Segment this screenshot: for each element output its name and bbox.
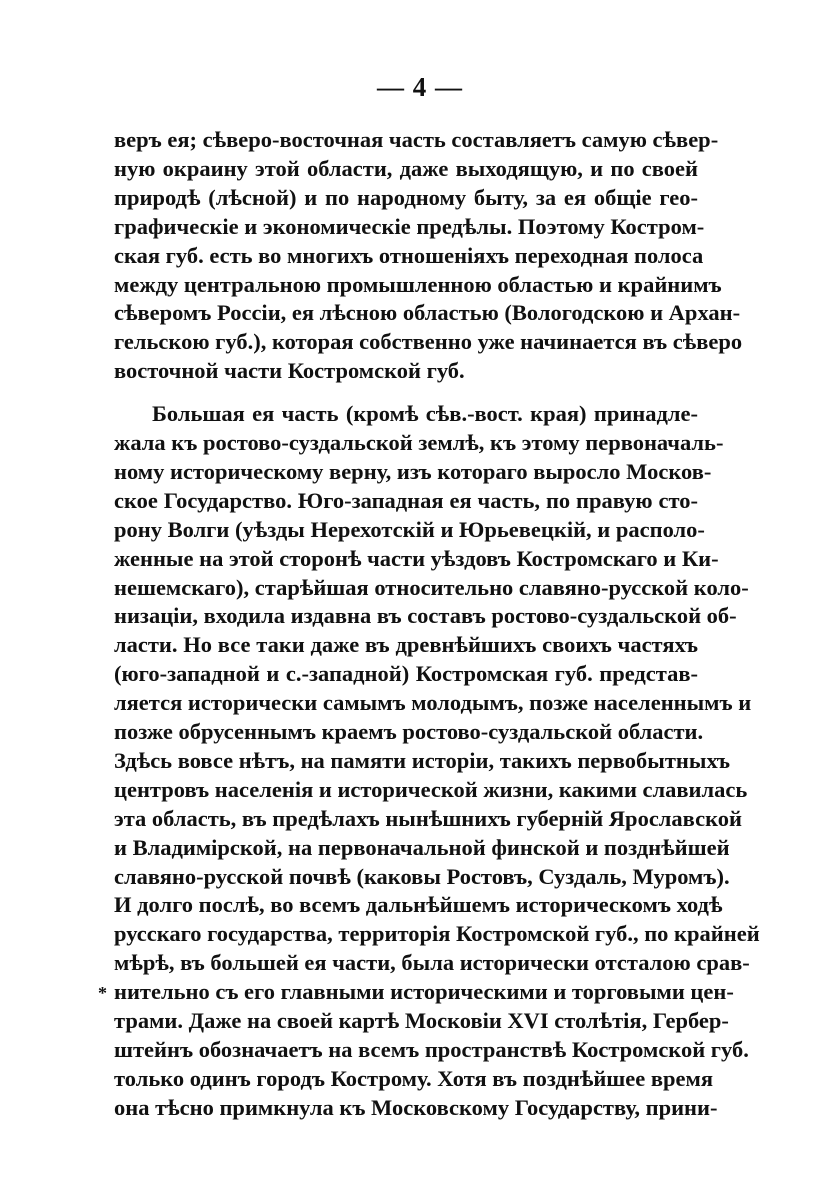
text-line: ласти. Но все таки даже въ древнѣйшихъ своихъ частяхъ [114, 632, 698, 658]
page-number: — 4 — [377, 72, 463, 102]
text-line: нительно съ его главными историческими и торговыми цен- [114, 979, 734, 1005]
text-line: гельскою губ.), которая собственно уже начинается въ сѣверо [114, 329, 743, 355]
text-line: мѣрѣ, въ большей ея части, была исторически отсталою срав- [114, 950, 750, 976]
text-line: женные на этой сторонѣ части уѣздовъ Костромскаго и Ки- [114, 545, 719, 571]
text-line: рону Волги (уѣзды Нерехотскій и Юрьевецкій, и располо- [114, 516, 705, 542]
text-line: восточной части Костромской губ. [114, 358, 465, 384]
text-line: Большая ея часть (кромѣ сѣв.-вост. края) принадле- [152, 401, 698, 427]
text-line: (юго-западной и с.-западной) Костромская губ. представ- [114, 661, 698, 687]
text-line: центровъ населенія и исторической жизни, какими славилась [114, 776, 748, 802]
text-line: ское Государство. Юго-западная ея часть, по правую сто- [114, 487, 698, 513]
text-line: Здѣсь вовсе нѣтъ, на памяти исторіи, такихъ первобытныхъ [114, 747, 730, 773]
text-line: ную окраину этой области, даже выходящую, и по своей [114, 155, 698, 181]
text-line: только одинъ городъ Кострому. Хотя въ позднѣйшее время [114, 1065, 714, 1091]
text-line: и Владимірской, на первоначальной финской и позднѣйшей [114, 834, 730, 860]
text-line: ному историческому верну, изъ котораго выросло Москов- [114, 458, 712, 484]
text-line: нешемскаго), старѣйшая относительно славяно-русской коло- [114, 574, 749, 600]
text-line: позже обрусеннымъ краемъ ростово-суздальской области. [114, 719, 704, 744]
text-line: русскаго государства, территорія Костромской губ., по крайней [114, 921, 760, 947]
text-line: веръ ея; сѣверо-восточная часть составляетъ самую сѣвер- [114, 127, 719, 152]
text-line: трами. Даже на своей картѣ Московіи XVI столѣтія, Гербер- [114, 1008, 729, 1033]
text-line: жала къ ростово-суздальской землѣ, къ этому первоначаль- [114, 430, 724, 455]
text-line: славяно-русской почвѣ (каковы Ростовъ, Суздаль, Муромъ). [114, 863, 730, 889]
text-line: сѣверомъ Россіи, ея лѣсною областью (Вологодскою и Архан- [114, 300, 741, 326]
text-line: между центральною промышленною областью и крайнимъ [114, 271, 722, 297]
text-line: графическіе и экономическіе предѣлы. Поэтому Костром- [114, 213, 705, 239]
margin-mark: * [98, 983, 107, 1003]
text-line: она тѣсно примкнула къ Московскому Государству, прини- [114, 1094, 718, 1120]
text-line: низаціи, входила издавна въ составъ ростово-суздальской об- [114, 603, 737, 629]
text-line: штейнъ обозначаетъ на всемъ пространствѣ Костромской губ. [114, 1036, 749, 1062]
text-line: И долго послѣ, во всемъ дальнѣйшемъ историческомъ ходѣ [114, 892, 723, 918]
text-line: ская губ. есть во многихъ отношеніяхъ переходная полоса [114, 242, 704, 268]
text-line: ляется исторически самымъ молодымъ, позже населеннымъ и [114, 690, 752, 716]
text-line: природѣ (лѣсной) и по народному быту, за ея общіе гео- [114, 184, 698, 210]
text-line: эта область, въ предѣлахъ нынѣшнихъ губерній Ярославской [114, 805, 742, 831]
